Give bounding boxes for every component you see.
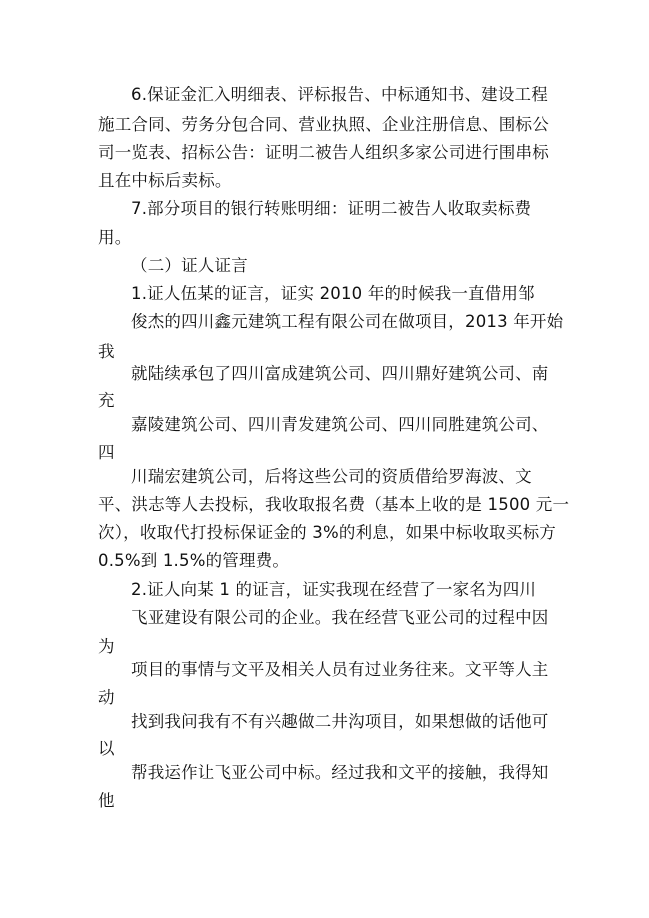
section-heading: （二）证人证言 [131,256,248,275]
text-line: 嘉陵建筑公司、四川青发建筑公司、四川同胜建筑公司、 [131,415,549,434]
text-line: 7.部分项目的银行转账明细：证明二被告人收取卖标费 [131,199,532,218]
text-line: 次），收取代打投标保证金的 3%的利息，如果中标收取买标方 [98,523,556,542]
text-line: 动 [98,688,115,707]
text-line: 找到我问我有不有兴趣做二井沟项目，如果想做的话他可 [131,712,549,731]
text-line: 充 [98,391,115,410]
text-line: 就陆续承包了四川富成建筑公司、四川鼎好建筑公司、南 [131,364,549,383]
text-line: 施工合同、劳务分包合同、营业执照、企业注册信息、围标公 [98,115,549,134]
text-line: 俊杰的四川鑫元建筑工程有限公司在做项目，2013 年开始 [131,312,564,331]
text-line: 飞亚建设有限公司的企业。我在经营飞亚公司的过程中因 [131,608,549,627]
text-line: 且在中标后卖标。 [98,171,232,190]
text-line: 我 [98,342,115,361]
text-line: 川瑞宏建筑公司，后将这些公司的资质借给罗海波、文 [131,467,532,486]
text-line: 用。 [98,228,132,247]
text-line: 平、洪志等人去投标，我收取报名费（基本上收的是 1500 元一 [98,495,570,514]
text-line: 他 [98,791,115,810]
text-line: 司一览表、招标公告：证明二被告人组织多家公司进行围串标 [98,143,549,162]
text-line: 1.证人伍某的证言，证实 2010 年的时候我一直借用邹 [131,284,535,303]
text-line: 四 [98,443,115,462]
text-line: 2.证人向某 1 的证言，证实我现在经营了一家名为四川 [131,580,537,599]
text-line: 项目的事情与文平及相关人员有过业务往来。文平等人主 [131,660,549,679]
text-line: 6.保证金汇入明细表、评标报告、中标通知书、建设工程 [131,85,548,104]
text-line: 为 [98,637,115,656]
text-line: 以 [98,739,115,758]
text-line: 帮我运作让飞亚公司中标。经过我和文平的接触，我得知 [131,763,549,782]
text-line: 0.5%到 1.5%的管理费。 [98,551,290,570]
